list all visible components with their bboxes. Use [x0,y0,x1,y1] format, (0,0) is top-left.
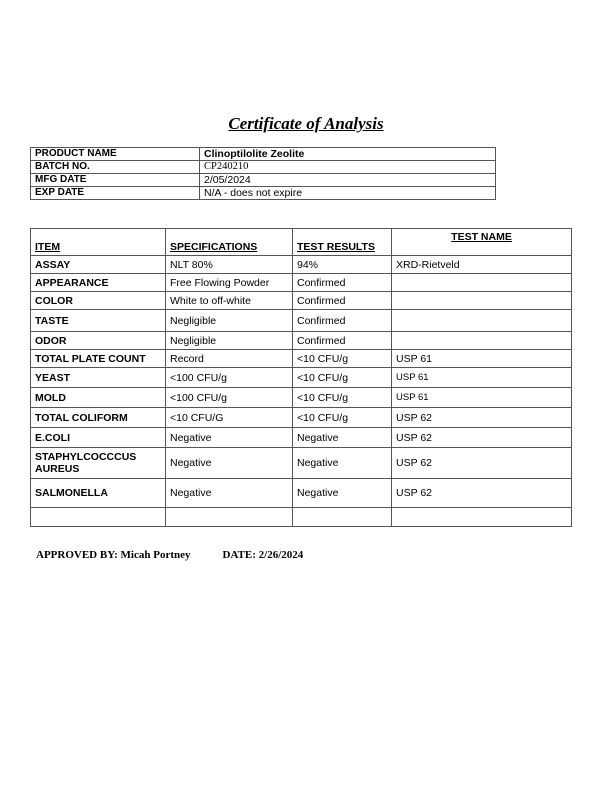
spec-cell: <10 CFU/G [166,408,293,428]
test-name-cell: USP 61 [392,388,572,408]
table-row [31,408,572,428]
item-cell: TASTE [31,310,166,332]
table-row [31,332,572,350]
info-row [31,161,496,174]
result-cell: <10 CFU/g [293,408,392,428]
empty-cell [293,508,392,527]
table-row-empty [31,508,572,527]
product-info-table [30,147,496,200]
approved-by: APPROVED BY: Micah Portney [36,549,191,561]
empty-cell [31,508,166,527]
result-cell: Confirmed [293,310,392,332]
table-row [31,256,572,274]
test-name-cell: USP 62 [392,428,572,448]
header-test-name: TEST NAME [392,229,572,256]
table-row [31,368,572,388]
table-row [31,479,572,508]
table-row [31,428,572,448]
info-row [31,174,496,187]
table-row [31,448,572,479]
results-header-row [31,229,572,256]
header-specifications: SPECIFICATIONS [166,229,293,256]
info-row [31,187,496,200]
result-cell: Confirmed [293,292,392,310]
item-cell: E.COLI [31,428,166,448]
info-value: 2/05/2024 [200,174,496,187]
spec-cell: <100 CFU/g [166,368,293,388]
spec-cell: NLT 80% [166,256,293,274]
result-cell: Negative [293,479,392,508]
header-test-results: TEST RESULTS [293,229,392,256]
test-name-cell: USP 62 [392,479,572,508]
document-title: Certificate of Analysis [228,114,384,133]
spec-cell: Free Flowing Powder [166,274,293,292]
info-label: BATCH NO. [31,161,200,174]
result-cell: <10 CFU/g [293,388,392,408]
result-cell: Negative [293,428,392,448]
item-cell: MOLD [31,388,166,408]
result-cell: Confirmed [293,274,392,292]
spec-cell: Negative [166,448,293,479]
result-cell: Confirmed [293,332,392,350]
spec-cell: Negative [166,428,293,448]
test-name-cell: USP 61 [392,368,572,388]
empty-cell [392,508,572,527]
item-cell: ODOR [31,332,166,350]
info-value: N/A - does not expire [200,187,496,200]
info-value: CP240210 [200,161,496,174]
table-row [31,274,572,292]
test-name-cell [392,332,572,350]
table-row [31,350,572,368]
test-name-cell: USP 62 [392,408,572,428]
test-name-cell: XRD-Rietveld [392,256,572,274]
table-row [31,388,572,408]
result-cell: <10 CFU/g [293,368,392,388]
info-label: EXP DATE [31,187,200,200]
approval-line [36,549,303,561]
spec-cell: <100 CFU/g [166,388,293,408]
approval-date: DATE: 2/26/2024 [222,549,304,561]
item-cell: STAPHYLCOCCCUS AUREUS [31,448,166,479]
item-cell: TOTAL COLIFORM [31,408,166,428]
test-name-cell: USP 62 [392,448,572,479]
item-cell: TOTAL PLATE COUNT [31,350,166,368]
spec-cell: Negligible [166,310,293,332]
result-cell: 94% [293,256,392,274]
item-cell: ASSAY [31,256,166,274]
info-value: Clinoptilolite Zeolite [200,148,496,161]
item-cell: APPEARANCE [31,274,166,292]
test-name-cell [392,292,572,310]
item-cell: COLOR [31,292,166,310]
test-name-cell: USP 61 [392,350,572,368]
spec-cell: White to off-white [166,292,293,310]
item-cell: SALMONELLA [31,479,166,508]
info-label: MFG DATE [31,174,200,187]
test-name-cell [392,310,572,332]
spec-cell: Negligible [166,332,293,350]
test-results-table [30,228,572,527]
result-cell: Negative [293,448,392,479]
result-cell: <10 CFU/g [293,350,392,368]
test-name-cell [392,274,572,292]
empty-cell [166,508,293,527]
item-cell: YEAST [31,368,166,388]
table-row [31,292,572,310]
spec-cell: Negative [166,479,293,508]
info-label: PRODUCT NAME [31,148,200,161]
info-row [31,148,496,161]
spec-cell: Record [166,350,293,368]
table-row [31,310,572,332]
header-item: ITEM [31,229,166,256]
